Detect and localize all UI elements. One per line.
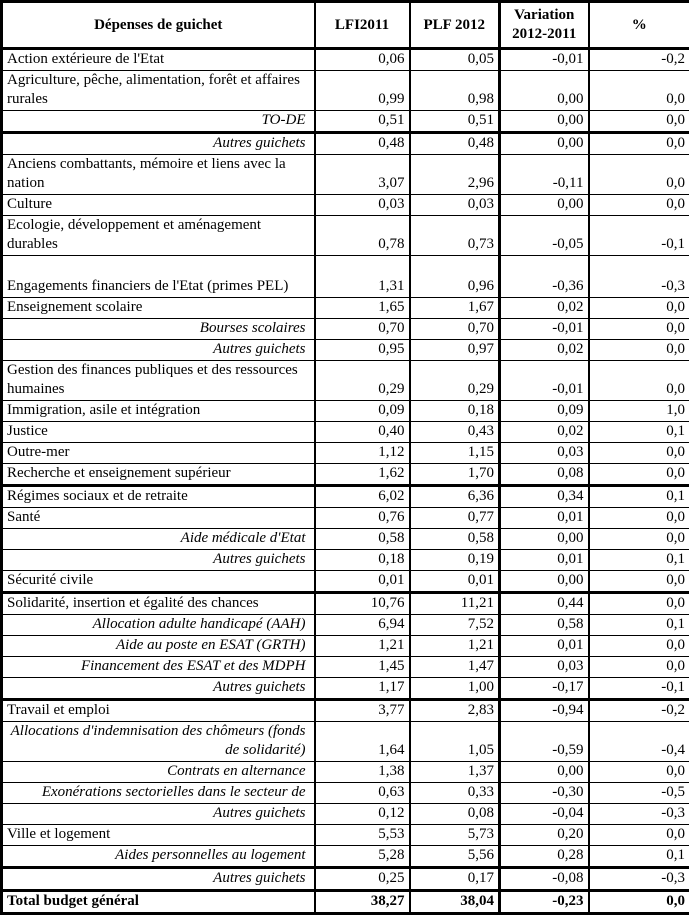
table-row xyxy=(2,550,689,571)
variation-value: -0,01 xyxy=(500,361,589,401)
plf2012-value: 0,19 xyxy=(410,550,500,571)
header-variation: Variation 2012-2011 xyxy=(500,2,589,49)
plf2012-value: 7,52 xyxy=(410,615,500,636)
table-row xyxy=(2,195,689,216)
header-plf2012: PLF 2012 xyxy=(410,2,500,49)
pct-value: 0,0 xyxy=(589,762,689,783)
lfi2011-value: 1,62 xyxy=(315,464,410,486)
row-label: Justice xyxy=(2,422,315,443)
row-label: Outre-mer xyxy=(2,443,315,464)
lfi2011-value: 6,94 xyxy=(315,615,410,636)
table-row xyxy=(2,340,689,361)
lfi2011-value: 0,78 xyxy=(315,216,410,256)
pct-value: 0,1 xyxy=(589,846,689,868)
variation-value: -0,94 xyxy=(500,700,589,722)
variation-value: 0,28 xyxy=(500,846,589,868)
variation-value: 0,01 xyxy=(500,636,589,657)
table-row xyxy=(2,636,689,657)
variation-value: 0,01 xyxy=(500,550,589,571)
pct-value: 0,0 xyxy=(589,111,689,133)
table-row xyxy=(2,298,689,319)
plf2012-value: 1,70 xyxy=(410,464,500,486)
row-label: Ecologie, développement et aménagement durables xyxy=(2,216,315,256)
pct-value: 0,0 xyxy=(589,571,689,593)
table-row xyxy=(2,319,689,340)
row-label: Autres guichets xyxy=(2,550,315,571)
table-row xyxy=(2,593,689,615)
row-label: Bourses scolaires xyxy=(2,319,315,340)
row-label: Gestion des finances publiques et des ressources humaines xyxy=(2,361,315,401)
row-label: Aides personnelles au logement xyxy=(2,846,315,868)
variation-value: 0,02 xyxy=(500,422,589,443)
lfi2011-value: 0,06 xyxy=(315,49,410,71)
plf2012-value: 0,51 xyxy=(410,111,500,133)
plf2012-value: 0,98 xyxy=(410,71,500,111)
table-row xyxy=(2,71,689,111)
table-row xyxy=(2,615,689,636)
variation-value: -0,01 xyxy=(500,49,589,71)
row-label: Enseignement scolaire xyxy=(2,298,315,319)
variation-value: 0,00 xyxy=(500,71,589,111)
lfi2011-value: 0,40 xyxy=(315,422,410,443)
row-label: Exonérations sectorielles dans le secteur de xyxy=(2,783,315,804)
row-label: Culture xyxy=(2,195,315,216)
plf2012-value: 0,05 xyxy=(410,49,500,71)
lfi2011-value: 6,02 xyxy=(315,486,410,508)
plf2012-value: 1,05 xyxy=(410,722,500,762)
table-row xyxy=(2,422,689,443)
table-row xyxy=(2,891,689,914)
variation-value: -0,05 xyxy=(500,216,589,256)
table-row xyxy=(2,700,689,722)
row-label: Immigration, asile et intégration xyxy=(2,401,315,422)
table-row xyxy=(2,846,689,868)
variation-value: 0,58 xyxy=(500,615,589,636)
plf2012-value: 0,96 xyxy=(410,256,500,298)
variation-value: 0,00 xyxy=(500,195,589,216)
plf2012-value: 0,97 xyxy=(410,340,500,361)
pct-value: 0,1 xyxy=(589,486,689,508)
table-row xyxy=(2,529,689,550)
table-row xyxy=(2,486,689,508)
table-row xyxy=(2,216,689,256)
table-row xyxy=(2,508,689,529)
plf2012-value: 0,58 xyxy=(410,529,500,550)
table-row xyxy=(2,868,689,891)
pct-value: 0,0 xyxy=(589,340,689,361)
plf2012-value: 0,70 xyxy=(410,319,500,340)
lfi2011-value: 0,99 xyxy=(315,71,410,111)
lfi2011-value: 0,18 xyxy=(315,550,410,571)
table-row xyxy=(2,464,689,486)
pct-value: 0,0 xyxy=(589,593,689,615)
plf2012-value: 5,56 xyxy=(410,846,500,868)
plf2012-value: 2,83 xyxy=(410,700,500,722)
lfi2011-value: 10,76 xyxy=(315,593,410,615)
plf2012-value: 1,37 xyxy=(410,762,500,783)
plf2012-value: 1,15 xyxy=(410,443,500,464)
row-label: Allocations d'indemnisation des chômeurs (fonds de solidarité) xyxy=(2,722,315,762)
row-label: Contrats en alternance xyxy=(2,762,315,783)
lfi2011-value: 0,48 xyxy=(315,133,410,155)
row-label: Allocation adulte handicapé (AAH) xyxy=(2,615,315,636)
plf2012-value: 1,21 xyxy=(410,636,500,657)
row-label: Autres guichets xyxy=(2,868,315,891)
table-row xyxy=(2,49,689,71)
plf2012-value: 0,17 xyxy=(410,868,500,891)
pct-value: 0,0 xyxy=(589,464,689,486)
variation-value: -0,30 xyxy=(500,783,589,804)
lfi2011-value: 1,21 xyxy=(315,636,410,657)
pct-value: 0,0 xyxy=(589,529,689,550)
pct-value: 0,0 xyxy=(589,71,689,111)
variation-value: -0,11 xyxy=(500,155,589,195)
table-row xyxy=(2,361,689,401)
row-label: Autres guichets xyxy=(2,804,315,825)
lfi2011-value: 0,58 xyxy=(315,529,410,550)
header-lfi2011: LFI2011 xyxy=(315,2,410,49)
header-depenses: Dépenses de guichet xyxy=(2,2,315,49)
lfi2011-value: 5,28 xyxy=(315,846,410,868)
table-row xyxy=(2,256,689,298)
pct-value: -0,3 xyxy=(589,804,689,825)
plf2012-value: 0,01 xyxy=(410,571,500,593)
lfi2011-value: 3,77 xyxy=(315,700,410,722)
plf2012-value: 0,08 xyxy=(410,804,500,825)
plf2012-value: 6,36 xyxy=(410,486,500,508)
variation-value: 0,00 xyxy=(500,133,589,155)
plf2012-value: 0,48 xyxy=(410,133,500,155)
table-row xyxy=(2,111,689,133)
variation-value: 0,00 xyxy=(500,762,589,783)
row-label: Autres guichets xyxy=(2,133,315,155)
row-label: Autres guichets xyxy=(2,340,315,361)
variation-value: -0,23 xyxy=(500,891,589,914)
lfi2011-value: 0,01 xyxy=(315,571,410,593)
variation-value: -0,59 xyxy=(500,722,589,762)
table-row xyxy=(2,571,689,593)
pct-value: -0,1 xyxy=(589,678,689,700)
table-row xyxy=(2,443,689,464)
table-row xyxy=(2,401,689,422)
lfi2011-value: 1,31 xyxy=(315,256,410,298)
table-row xyxy=(2,783,689,804)
row-label: Sécurité civile xyxy=(2,571,315,593)
row-label: Agriculture, pêche, alimentation, forêt et affaires rurales xyxy=(2,71,315,111)
variation-value: 0,01 xyxy=(500,508,589,529)
row-label: Régimes sociaux et de retraite xyxy=(2,486,315,508)
plf2012-value: 5,73 xyxy=(410,825,500,846)
variation-value: -0,17 xyxy=(500,678,589,700)
pct-value: 0,1 xyxy=(589,615,689,636)
lfi2011-value: 0,03 xyxy=(315,195,410,216)
header-pct: % xyxy=(589,2,689,49)
pct-value: -0,1 xyxy=(589,216,689,256)
pct-value: 0,0 xyxy=(589,133,689,155)
variation-value: 0,00 xyxy=(500,529,589,550)
row-label: Ville et logement xyxy=(2,825,315,846)
lfi2011-value: 0,51 xyxy=(315,111,410,133)
row-label: Travail et emploi xyxy=(2,700,315,722)
plf2012-value: 0,33 xyxy=(410,783,500,804)
table-row xyxy=(2,657,689,678)
pct-value: 0,0 xyxy=(589,195,689,216)
pct-value: 0,0 xyxy=(589,319,689,340)
row-label: Financement des ESAT et des MDPH xyxy=(2,657,315,678)
pct-value: 0,1 xyxy=(589,550,689,571)
pct-value: 0,0 xyxy=(589,298,689,319)
table-row xyxy=(2,762,689,783)
lfi2011-value: 0,09 xyxy=(315,401,410,422)
table-header xyxy=(2,2,689,49)
pct-value: -0,5 xyxy=(589,783,689,804)
row-label: Santé xyxy=(2,508,315,529)
pct-value: -0,3 xyxy=(589,868,689,891)
plf2012-value: 0,77 xyxy=(410,508,500,529)
lfi2011-value: 0,70 xyxy=(315,319,410,340)
lfi2011-value: 0,29 xyxy=(315,361,410,401)
lfi2011-value: 0,12 xyxy=(315,804,410,825)
row-label: Action extérieure de l'Etat xyxy=(2,49,315,71)
table-row xyxy=(2,804,689,825)
row-label: Aide médicale d'Etat xyxy=(2,529,315,550)
plf2012-value: 0,18 xyxy=(410,401,500,422)
row-label: Total budget général xyxy=(2,891,315,914)
table-row xyxy=(2,678,689,700)
row-label: Recherche et enseignement supérieur xyxy=(2,464,315,486)
pct-value: 0,0 xyxy=(589,155,689,195)
pct-value: 0,0 xyxy=(589,891,689,914)
table-row xyxy=(2,133,689,155)
variation-value: 0,20 xyxy=(500,825,589,846)
row-label: TO-DE xyxy=(2,111,315,133)
lfi2011-value: 0,63 xyxy=(315,783,410,804)
plf2012-value: 2,96 xyxy=(410,155,500,195)
variation-value: 0,00 xyxy=(500,571,589,593)
lfi2011-value: 1,38 xyxy=(315,762,410,783)
variation-value: -0,04 xyxy=(500,804,589,825)
pct-value: 0,0 xyxy=(589,825,689,846)
lfi2011-value: 0,25 xyxy=(315,868,410,891)
plf2012-value: 0,43 xyxy=(410,422,500,443)
lfi2011-value: 0,95 xyxy=(315,340,410,361)
variation-value: 0,34 xyxy=(500,486,589,508)
plf2012-value: 11,21 xyxy=(410,593,500,615)
plf2012-value: 0,73 xyxy=(410,216,500,256)
pct-value: 1,0 xyxy=(589,401,689,422)
row-label: Engagements financiers de l'Etat (primes PEL) xyxy=(2,256,315,298)
lfi2011-value: 3,07 xyxy=(315,155,410,195)
variation-value: 0,02 xyxy=(500,340,589,361)
variation-value: -0,01 xyxy=(500,319,589,340)
plf2012-value: 1,47 xyxy=(410,657,500,678)
plf2012-value: 1,00 xyxy=(410,678,500,700)
lfi2011-value: 1,45 xyxy=(315,657,410,678)
plf2012-value: 0,03 xyxy=(410,195,500,216)
header-row xyxy=(2,2,689,49)
plf2012-value: 38,04 xyxy=(410,891,500,914)
lfi2011-value: 1,17 xyxy=(315,678,410,700)
row-label: Anciens combattants, mémoire et liens avec la nation xyxy=(2,155,315,195)
lfi2011-value: 1,12 xyxy=(315,443,410,464)
table-body xyxy=(2,49,689,914)
lfi2011-value: 1,65 xyxy=(315,298,410,319)
pct-value: -0,3 xyxy=(589,256,689,298)
variation-value: 0,03 xyxy=(500,443,589,464)
variation-value: 0,02 xyxy=(500,298,589,319)
table-row xyxy=(2,825,689,846)
variation-value: -0,36 xyxy=(500,256,589,298)
pct-value: 0,1 xyxy=(589,422,689,443)
pct-value: 0,0 xyxy=(589,657,689,678)
pct-value: -0,2 xyxy=(589,49,689,71)
lfi2011-value: 5,53 xyxy=(315,825,410,846)
variation-value: 0,09 xyxy=(500,401,589,422)
variation-value: 0,03 xyxy=(500,657,589,678)
variation-value: 0,44 xyxy=(500,593,589,615)
variation-value: -0,08 xyxy=(500,868,589,891)
pct-value: 0,0 xyxy=(589,443,689,464)
plf2012-value: 0,29 xyxy=(410,361,500,401)
pct-value: 0,0 xyxy=(589,361,689,401)
row-label: Autres guichets xyxy=(2,678,315,700)
plf2012-value: 1,67 xyxy=(410,298,500,319)
table-row xyxy=(2,155,689,195)
row-label: Aide au poste en ESAT (GRTH) xyxy=(2,636,315,657)
lfi2011-value: 38,27 xyxy=(315,891,410,914)
pct-value: 0,0 xyxy=(589,636,689,657)
variation-value: 0,00 xyxy=(500,111,589,133)
table-row xyxy=(2,722,689,762)
variation-value: 0,08 xyxy=(500,464,589,486)
pct-value: -0,4 xyxy=(589,722,689,762)
row-label: Solidarité, insertion et égalité des chances xyxy=(2,593,315,615)
lfi2011-value: 1,64 xyxy=(315,722,410,762)
pct-value: 0,0 xyxy=(589,508,689,529)
pct-value: -0,2 xyxy=(589,700,689,722)
lfi2011-value: 0,76 xyxy=(315,508,410,529)
